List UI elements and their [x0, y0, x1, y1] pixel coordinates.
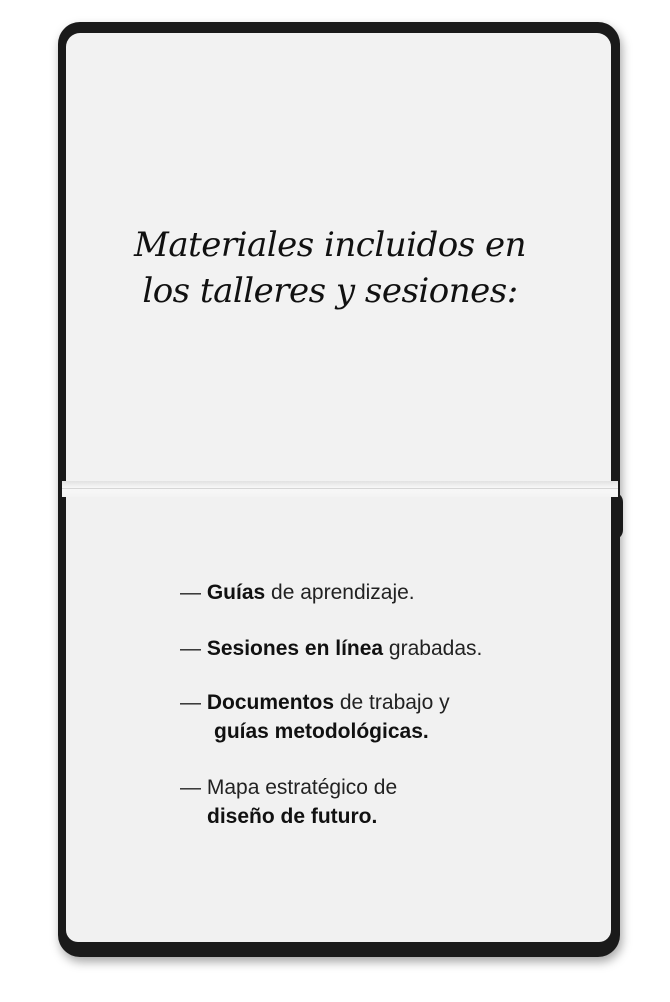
list-item-bold: Sesiones en línea: [206, 637, 384, 660]
list-item-text: Mapa estratégico de: [206, 776, 398, 799]
list-dash: —: [180, 581, 201, 604]
title-line-1: Materiales incluidos en: [134, 225, 526, 265]
page-fold: [62, 481, 618, 497]
title-line-2: los talleres y sesiones:: [142, 271, 518, 311]
list-item-bold: Documentos: [206, 691, 335, 714]
list-item-bold: guías metodológicas.: [214, 720, 429, 743]
list-dash: —: [180, 776, 201, 799]
list-item-bold: diseño de futuro.: [207, 805, 378, 828]
list-item-documentos: [180, 689, 450, 717]
list-dash: —: [180, 691, 201, 714]
list-dash: —: [180, 637, 201, 660]
list-item-text: de trabajo y: [334, 691, 450, 714]
list-item-documentos-continuation: [214, 718, 429, 746]
list-item-bold: Guías: [206, 581, 266, 604]
page-title: [80, 222, 580, 314]
list-item-mapa: [180, 774, 397, 802]
list-item-guias: [180, 579, 415, 607]
page-fold-line: [62, 488, 618, 489]
list-item-sesiones: [180, 635, 482, 663]
list-item-text: grabadas.: [383, 637, 483, 660]
list-item-text: de aprendizaje.: [265, 581, 415, 604]
list-item-mapa-continuation: [207, 803, 377, 831]
